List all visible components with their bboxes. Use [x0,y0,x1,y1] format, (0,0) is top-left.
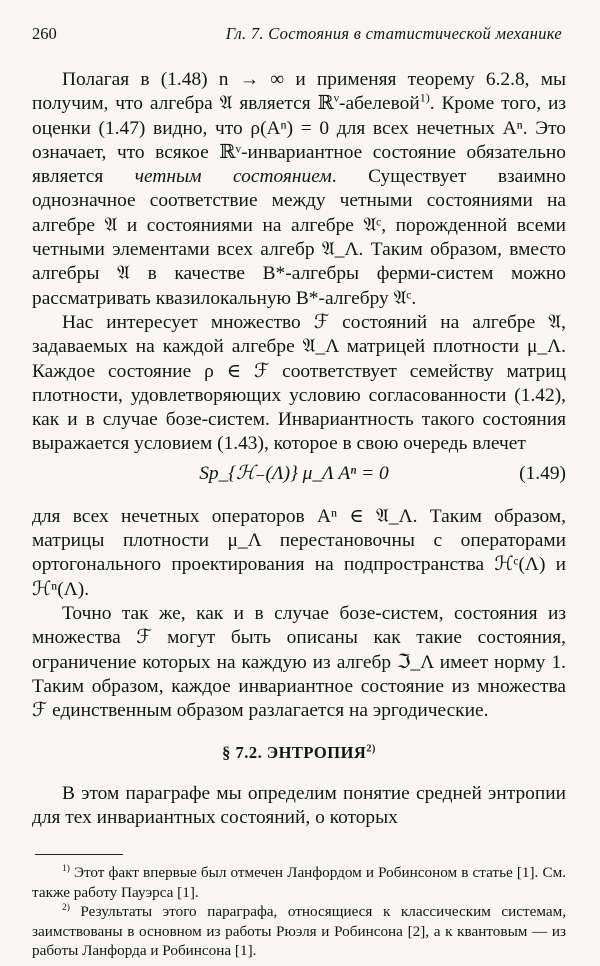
footnote-1: $^{1)}$ Этот факт впервые был отмечен Ланфордом и Робинсоном в статье [1]. См. также работу Пауэрса [1]. [32,864,566,901]
main-text [32,68,566,830]
footnote-divider [35,854,123,855]
running-title: Гл. 7. Состояния в статистической механике [225,24,562,43]
footnote-ref-1: 1) [419,90,430,105]
paragraph-5: В этом параграфе мы определим понятие средней энтропии для тех инвариантных состояний, о которых [32,782,566,829]
paragraph-4: Точно так же, как и в случае бозе-систем, состояния из множества ℱ могут быть описаны как такие состояния, ограничение которых на каждую из алгебр ℑ_Λ имеет норму 1. Таким образом, каждое инвариантное состояние из множества ℱ единственным образом разлагается на эргодические. [32,602,566,722]
footnote-ref-2: 2) [366,743,376,755]
paragraph-3: для всех нечетных операторов Aⁿ ∈ 𝔄_Λ. Таким образом, матрицы плотности μ_Λ перестановочны с операторами ортогонального проектирования на подпространства ℋᶜ(Λ) и ℋⁿ(Λ). [32,505,566,600]
paragraph-2: Нас интересует множество ℱ состояний на алгебре 𝔄, задаваемых на каждой алгебре 𝔄_Λ матрицей плотности μ_Λ. Каждое состояние ρ ∈ ℱ соответствует семейству матриц плотности, удовлетворяющих условию согласованности (1.42), как и в случае бозе-систем. Инвариантность такого состояния выражается условием (1.43), которое в свою очередь влечет [32,311,566,455]
equation-formula: Sp_{ℋ₋(Λ)} μ_Λ Aⁿ = 0 [199,462,389,484]
running-header [32,24,566,50]
footnotes [32,863,566,961]
emphasis-even-state: четным состоянием [134,166,332,188]
equation-1-49 [32,462,566,502]
footnote-2: $^{2)}$ Результаты этого параграфа, относящиеся к классическим системам, заимствованы в основном из работы Рюэля и Робинсона [2], а к квантовым — из работы Ланфорда и Робинсона [1]. [32,903,566,960]
section-heading: § 7.2. ЭНТРОПИЯ$^{2)}$ [222,743,376,763]
equation-number: (1.49) [519,462,566,484]
paragraph-1: Полагая в (1.48) n → ∞ и применяя теорему 6.2.8, мы получим, что алгебра 𝔄 является ℝ$^\nu$-абелевой$^{1)}$. Кроме того, из оценки (1.47) видно, что ρ(Aⁿ) = 0 для всех нечетных Aⁿ. Это означает, что всякое ℝᵛ-инвариантное состояние обязательно является четным состоянием. Существует взаимно однозначное соответствие между четными состояниями на алгебре 𝔄 и состояниями на алгебре 𝔄ᶜ, порожденной всеми четными элементами всех алгебр 𝔄_Λ. Таким образом, вместо алгебры 𝔄 в качестве B*-алгебры ферми-систем можно рассматривать квазилокальную B*-алгебру 𝔄ᶜ. [32,69,566,309]
page-number: 260 [32,24,57,43]
